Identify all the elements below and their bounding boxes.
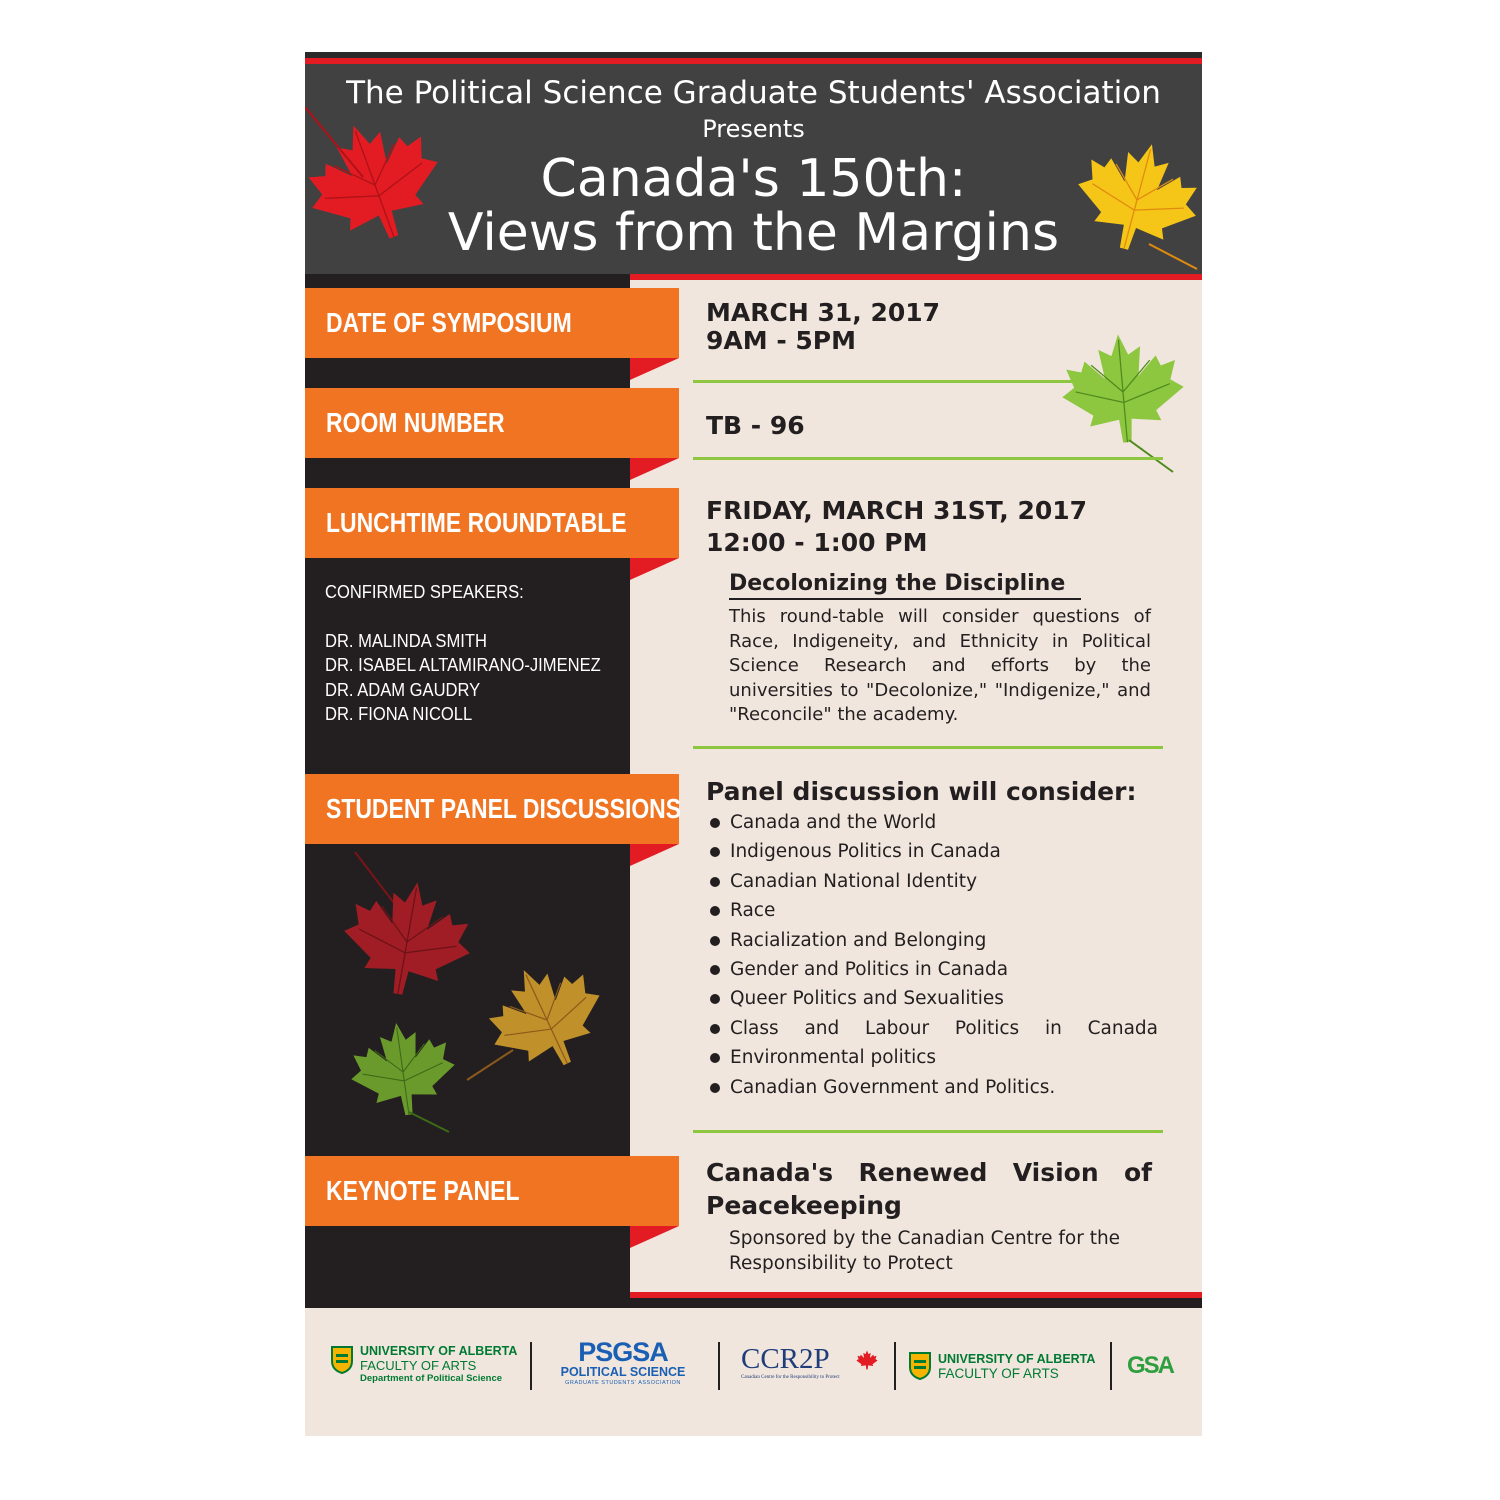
event-poster	[305, 52, 1202, 1436]
ribbon-label: ROOM NUMBER	[326, 407, 505, 438]
roundtable-title: Decolonizing the Discipline	[729, 570, 1081, 600]
bullet-icon	[710, 936, 720, 946]
bullet-icon	[710, 1083, 720, 1093]
organizer-name: The Political Science Graduate Students' Association	[346, 75, 1161, 111]
green-maple-leaf-icon	[345, 1020, 465, 1140]
maple-leaf-icon	[856, 1348, 878, 1372]
logo-university-of-alberta-political-science: UNIVERSITY OF ALBERTA FACULTY OF ARTS Department of Political Science	[360, 1344, 518, 1384]
bullet-icon	[710, 877, 720, 887]
ribbon-student-panel-discussions	[305, 774, 682, 844]
divider-rule	[693, 457, 1163, 460]
ribbon-fold	[630, 458, 679, 480]
logo-divider	[1110, 1342, 1112, 1390]
ribbon-label: LUNCHTIME ROUNDTABLE	[326, 507, 627, 538]
speaker-name: DR. ISABEL ALTAMIRANO-JIMENEZ	[325, 655, 601, 675]
dark-red-maple-leaf-icon	[335, 852, 475, 1012]
sponsor-logos	[305, 1308, 1202, 1436]
list-item: Canada and the World	[708, 811, 1158, 840]
logo-divider	[894, 1342, 896, 1390]
list-item: Canadian National Identity	[708, 870, 1158, 899]
logo-gsa	[1127, 1342, 1179, 1392]
ribbon-label: STUDENT PANEL DISCUSSIONS	[326, 793, 682, 824]
list-item: Canadian Government and Politics.	[708, 1076, 1158, 1105]
logo-psgsa: PSGSA POLITICAL SCIENCE GRADUATE STUDENTS' ASSOCIATION	[560, 1337, 686, 1386]
date-line-1: MARCH 31, 2017	[706, 298, 941, 327]
presents-text: Presents	[702, 115, 805, 143]
divider-rule	[693, 380, 1073, 383]
top-red-stripe	[305, 58, 1202, 64]
speaker-name: DR. ADAM GAUDRY	[325, 679, 481, 700]
ribbon-label: KEYNOTE PANEL	[326, 1175, 520, 1206]
ribbon-fold	[630, 358, 679, 380]
olive-maple-leaf-icon	[465, 962, 605, 1092]
keynote-sponsor: Sponsored by the Canadian Centre for the Responsibility to Protect	[729, 1228, 1121, 1274]
poster-header	[305, 52, 1202, 274]
bullet-icon	[710, 965, 720, 975]
light-green-maple-leaf-icon	[1053, 330, 1193, 475]
university-shield-icon	[909, 1352, 931, 1380]
list-item: Class and Labour Politics in Canada	[708, 1017, 1158, 1046]
logo-ccr2p: CCR2P Canadian Centre for the Responsibility to Protect	[741, 1343, 840, 1380]
divider-rule	[693, 1130, 1163, 1133]
speaker-name: DR. MALINDA SMITH	[325, 630, 487, 651]
room-value: TB - 96	[706, 411, 805, 440]
logo-university-of-alberta-arts: UNIVERSITY OF ALBERTA FACULTY OF ARTS	[938, 1352, 1096, 1381]
university-shield-icon	[331, 1346, 353, 1374]
ribbon-fold	[630, 844, 679, 866]
ribbon-keynote-panel	[305, 1156, 679, 1226]
event-title-line-2: Views from the Margins	[447, 203, 1060, 263]
keynote-title: Canada's Renewed Vision of Peacekeeping	[706, 1158, 1152, 1220]
bullet-icon	[710, 906, 720, 916]
bullet-icon	[710, 847, 720, 857]
confirmed-speakers	[325, 580, 601, 727]
panel-topic-list	[708, 811, 1158, 1105]
speaker-name: DR. FIONA NICOLL	[325, 704, 473, 724]
list-item: Queer Politics and Sexualities	[708, 987, 1158, 1016]
divider-rule	[693, 746, 1163, 749]
speakers-heading: CONFIRMED SPEAKERS:	[325, 582, 524, 602]
event-title-line-1: Canada's 150th:	[540, 149, 967, 209]
ribbon-lunchtime-roundtable	[305, 488, 679, 558]
bullet-icon	[710, 1053, 720, 1063]
lunch-date: FRIDAY, MARCH 31ST, 2017	[706, 496, 1088, 525]
ribbon-fold	[630, 1226, 679, 1248]
ribbon-label: DATE OF SYMPOSIUM	[326, 307, 572, 338]
bullet-icon	[710, 818, 720, 828]
list-item: Gender and Politics in Canada	[708, 958, 1158, 987]
list-item: Indigenous Politics in Canada	[708, 840, 1158, 869]
bullet-icon	[710, 1024, 720, 1034]
list-item: Racialization and Belonging	[708, 929, 1158, 958]
footer-dark-stripe	[305, 1298, 1202, 1308]
roundtable-description: This round-table will consider questions of Race, Indigeneity, and Ethnicity in Political Science Research and efforts by the universities to "Decolonize," "Indigenize," and "Reconcile" the academy.	[729, 606, 1151, 725]
logo-divider	[718, 1342, 720, 1390]
date-line-2: 9AM - 5PM	[706, 326, 856, 355]
logo-divider	[530, 1342, 532, 1390]
list-item: Race	[708, 899, 1158, 928]
panel-heading: Panel discussion will consider:	[706, 777, 1137, 806]
ribbon-fold	[630, 558, 679, 580]
gsa-letters: GSA	[1127, 1352, 1174, 1379]
bullet-icon	[710, 994, 720, 1004]
ribbon-room-number	[305, 388, 679, 458]
lunch-time: 12:00 - 1:00 PM	[706, 528, 928, 557]
header-red-stripe	[630, 274, 1202, 280]
ribbon-date-of-symposium	[305, 288, 679, 358]
list-item: Environmental politics	[708, 1046, 1158, 1075]
event-title	[305, 149, 1202, 263]
